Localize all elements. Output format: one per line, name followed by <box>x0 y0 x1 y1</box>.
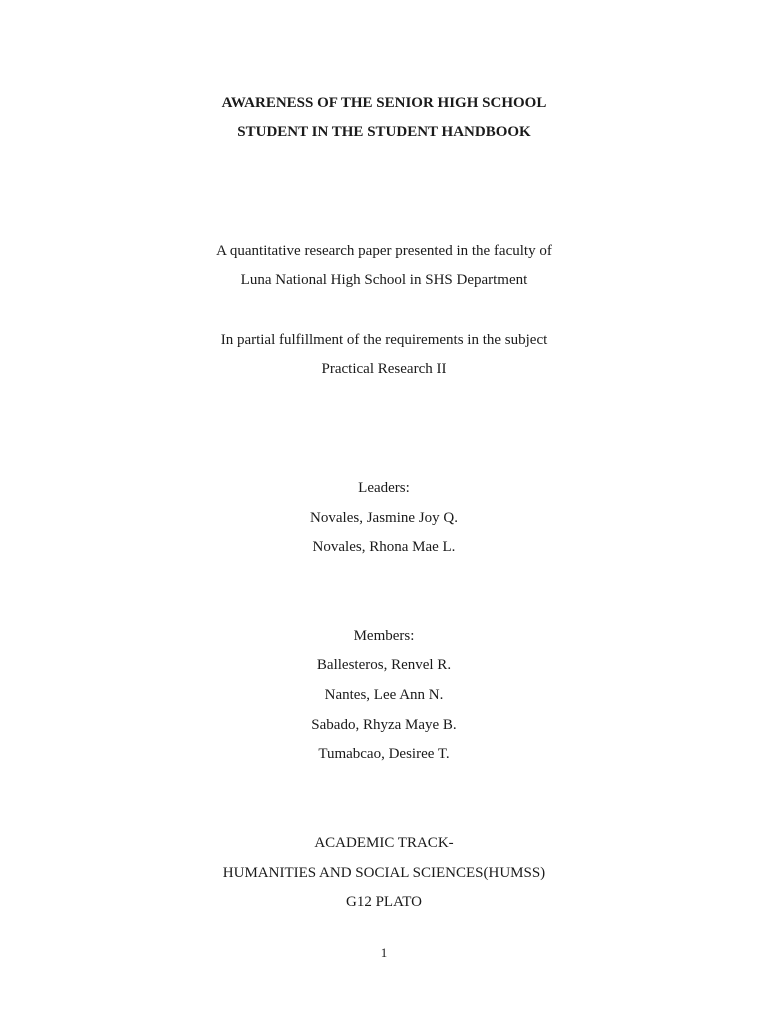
track-line-2: HUMANITIES AND SOCIAL SCIENCES(HUMSS) <box>222 865 546 881</box>
page-number: 1 <box>380 945 388 960</box>
presentation-line-2: Luna National High School in SHS Department <box>240 272 528 288</box>
fulfillment-line-1: In partial fulfillment of the requirements in the subject <box>220 332 548 348</box>
members-heading: Members: <box>353 628 415 644</box>
member-name: Nantes, Lee Ann N. <box>324 687 444 703</box>
leader-name: Novales, Rhona Mae L. <box>312 539 456 555</box>
presentation-line-1: A quantitative research paper presented in the faculty of <box>216 243 552 259</box>
leaders-heading: Leaders: <box>358 480 410 496</box>
fulfillment-line-2: Practical Research II <box>321 361 447 377</box>
track-line-1: ACADEMIC TRACK- <box>314 835 454 851</box>
title-line-1: AWARENESS OF THE SENIOR HIGH SCHOOL <box>221 95 547 111</box>
leader-name: Novales, Jasmine Joy Q. <box>310 510 458 526</box>
member-name: Tumabcao, Desiree T. <box>318 746 450 762</box>
section-label: G12 PLATO <box>346 894 422 910</box>
member-name: Sabado, Rhyza Maye B. <box>311 717 457 733</box>
title-line-2: STUDENT IN THE STUDENT HANDBOOK <box>237 124 531 140</box>
member-name: Ballesteros, Renvel R. <box>316 657 452 673</box>
